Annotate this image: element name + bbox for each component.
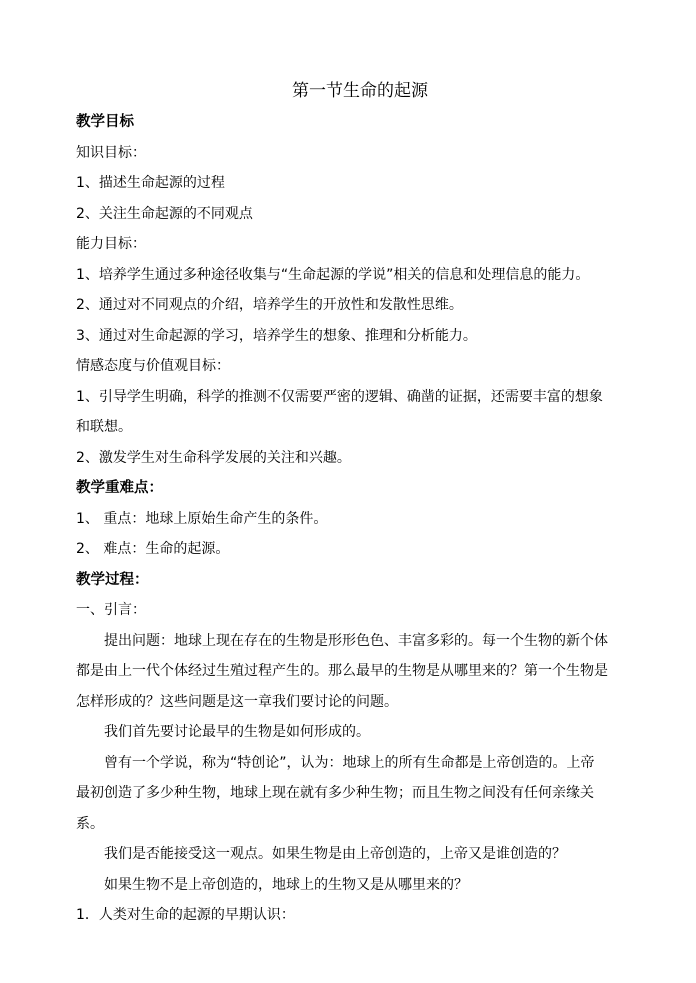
knowledge-item: 2、关注生命起源的不同观点 — [76, 205, 253, 222]
intro-paragraph: 曾有一个学说，称为“特创论”，认为：地球上的所有生命都是上帝创造的。上帝最初创造了多少种生物，地球上现在就有多少种生物；而且生物之间没有任何亲缘关系。 — [76, 754, 595, 832]
process-heading: 教学过程： — [76, 571, 149, 588]
ability-item: 1、培养学生通过多种途径收集与“生命起源的学说”相关的信息和处理信息的能力。 — [76, 266, 590, 283]
intro-paragraph: 我们是否能接受这一观点。如果生物是由上帝创造的，上帝又是谁创造的？ — [104, 846, 566, 862]
intro-paragraph: 我们首先要讨论最早的生物是如何形成的。 — [104, 724, 370, 740]
intro-paragraph: 提出问题：地球上现在存在的生物是形形色色、丰富多彩的。每一个生物的新个体都是由上一代个体经过生殖过程产生的。那么最早的生物是从哪里来的？第一个生物是怎样形成的？这些问题是这一章我们要讨论的问题。 — [76, 632, 608, 710]
attitude-heading: 情感态度与价值观目标： — [76, 358, 230, 374]
intro-heading: 一、引言： — [76, 602, 146, 618]
keypoints-heading: 教学重难点： — [76, 480, 163, 496]
knowledge-item: 1、描述生命起源的过程 — [76, 175, 225, 191]
intro-paragraph: 如果生物不是上帝创造的，地球上的生物又是从哪里来的？ — [104, 876, 468, 893]
ability-heading: 能力目标： — [76, 236, 146, 252]
objectives-heading: 教学目标 — [76, 114, 134, 130]
ability-item: 2、通过对不同观点的介绍，培养学生的开放性和发散性思维。 — [76, 297, 463, 313]
attitude-item: 2、激发学生对生命科学发展的关注和兴趣。 — [76, 449, 351, 466]
knowledge-heading: 知识目标： — [76, 144, 146, 161]
keypoint-item: 1、 重点：地球上原始生命产生的条件。 — [76, 510, 328, 527]
early-heading: 1．人类对生命的起源的早期认识： — [76, 907, 295, 923]
attitude-item: 1、引导学生明确，科学的推测不仅需要严密的逻辑、确凿的证据，还需要丰富的想象和联想。 — [76, 388, 603, 435]
keypoint-item: 2、 难点：生命的起源。 — [76, 541, 230, 557]
page-title: 第一节生命的起源 — [292, 81, 428, 101]
ability-item: 3、通过对生命起源的学习，培养学生的想象、推理和分析能力。 — [76, 327, 477, 344]
